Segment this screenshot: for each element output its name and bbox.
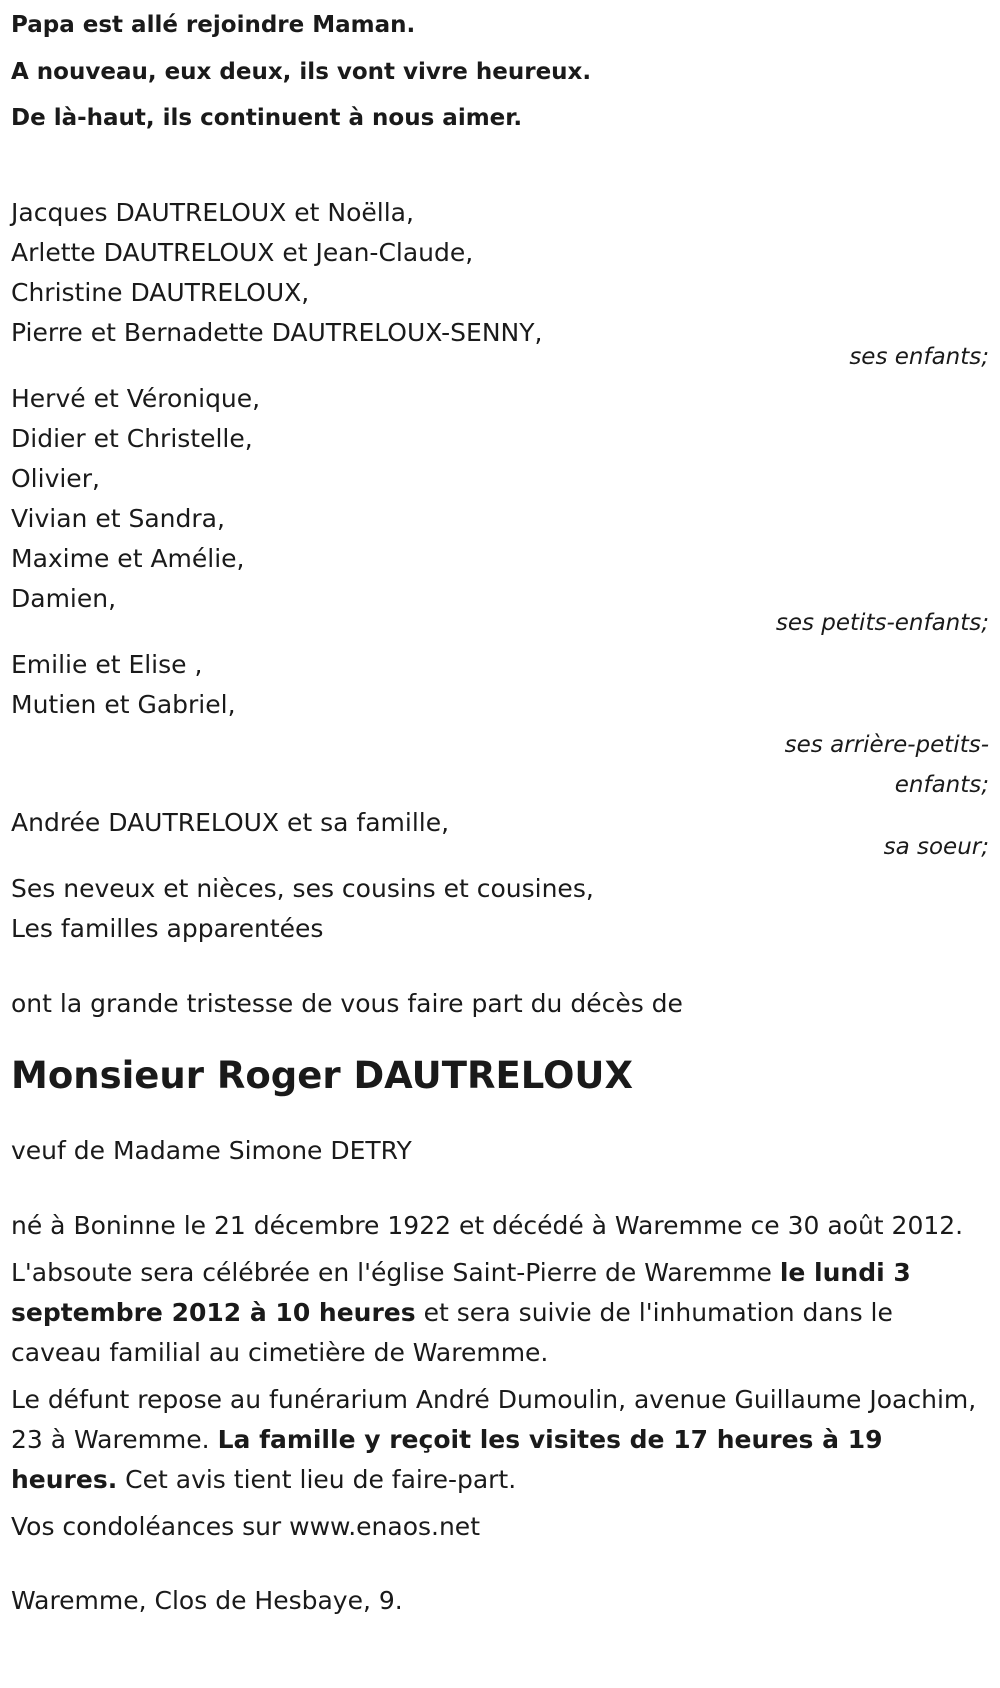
grandchildren-group [11,379,989,643]
family-name: Vivian et Sandra, [11,504,225,533]
family-name: Andrée DAUTRELOUX et sa famille, [11,808,450,837]
family-name: Didier et Christelle, [11,424,253,453]
relation-label: ses enfants; [849,344,989,370]
repose-text-after: Cet avis tient lieu de faire-part. [117,1465,517,1494]
address-text: Waremme, Clos de Hesbaye, 9. [11,1586,403,1615]
verse [11,0,989,143]
relation-label: ses arrière-petits- [784,732,989,758]
sister-group [11,803,989,867]
family-name: Arlette DAUTRELOUX et Jean-Claude, [11,238,474,267]
family-name: Hervé et Véronique, [11,384,261,413]
deceased-name: Monsieur Roger DAUTRELOUX [11,1054,634,1097]
widower-text: veuf de Madame Simone DETRY [11,1136,412,1165]
family-name: Olivier, [11,464,100,493]
announcement-text: ont la grande tristesse de vous faire part du décès de [11,989,683,1018]
family-name: Christine DAUTRELOUX, [11,278,310,307]
visiting-hours: La famille y reçoit les visites de 17 heures à 19 heures. [11,1425,883,1494]
ceremony-text-after: et sera suivie de l'inhumation dans le caveau familial au cimetière de Waremme. [11,1298,893,1367]
family-name: Les familles apparentées [11,914,324,943]
birth-death-text: né à Boninne le 21 décembre 1922 et décédé à Waremme ce 30 août 2012. [11,1211,964,1240]
extended-family-group [11,869,989,949]
family-name: Mutien et Gabriel, [11,690,236,719]
ceremony-date: le lundi 3 septembre 2012 à 10 heures [11,1258,911,1327]
family-name: Ses neveux et nièces, ses cousins et cousines, [11,874,594,903]
great-grandchildren-group [11,645,989,805]
relation-label: ses petits-enfants; [775,610,989,636]
family-name: Damien, [11,584,117,613]
verse-line: Papa est allé rejoindre Maman. [11,12,416,38]
repose-text [11,1380,989,1500]
ceremony-text-before: L'absoute sera célébrée en l'église Saint-Pierre de Waremme [11,1258,780,1287]
repose-text-before: Le défunt repose au funérarium André Dumoulin, avenue Guillaume Joachim, 23 à Waremme. [11,1385,977,1454]
family-name: Emilie et Elise , [11,650,203,679]
condolences-text: Vos condoléances sur www.enaos.net [11,1512,480,1541]
verse-line: A nouveau, eux deux, ils vont vivre heureux. [11,59,592,85]
family-name: Maxime et Amélie, [11,544,245,573]
ceremony-text [11,1253,989,1373]
family-name: Jacques DAUTRELOUX et Noëlla, [11,198,414,227]
family-name: Pierre et Bernadette DAUTRELOUX-SENNY, [11,318,543,347]
verse-line: De là-haut, ils continuent à nous aimer. [11,105,523,131]
relation-label: enfants; [894,772,989,798]
relation-label: sa soeur; [883,834,989,860]
children-group [11,193,989,377]
